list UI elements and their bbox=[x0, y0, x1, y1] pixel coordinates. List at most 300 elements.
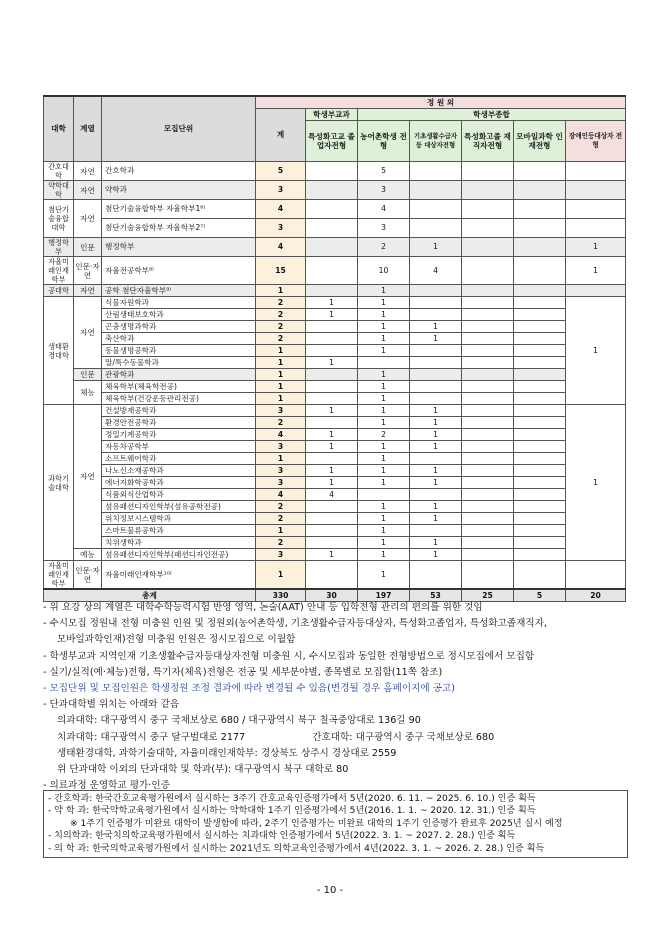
value-cell bbox=[410, 369, 462, 381]
accreditation-line: - 의 학 과: 한국의학교육평가원에서 실시하는 2021년도 의학교육인증평가에서 4년(2022. 3. 1. ~ 2026. 2. 28.) 인증 획득 bbox=[48, 843, 545, 854]
unit-cell: 치위생학과 bbox=[102, 537, 256, 549]
value-cell bbox=[514, 453, 566, 465]
track-cell: 자연 bbox=[74, 181, 102, 200]
header-sub5: 모바일과학 인재전형 bbox=[514, 121, 566, 162]
total-cell: 3 bbox=[256, 477, 306, 489]
totals-value: 25 bbox=[462, 589, 514, 602]
value-cell bbox=[462, 381, 514, 393]
value-cell bbox=[410, 453, 462, 465]
value-cell bbox=[410, 200, 462, 219]
track-cell: 예능 bbox=[74, 549, 102, 561]
value-cell bbox=[514, 200, 566, 219]
table-row bbox=[44, 238, 626, 257]
unit-cell: 동물생명공학과 bbox=[102, 345, 256, 357]
note-line-highlight: - 모집단위 및 모집인원은 학생정원 조정 결과에 따라 변경될 수 있음(변경될 경우 홈페이지에 공고) bbox=[43, 683, 456, 695]
value-cell bbox=[514, 417, 566, 429]
total-cell: 4 bbox=[256, 200, 306, 219]
value-cell: 1 bbox=[306, 297, 358, 309]
table-row bbox=[44, 477, 626, 489]
total-cell: 1 bbox=[256, 285, 306, 297]
value-cell bbox=[514, 561, 566, 590]
unit-cell: 환경안전공학과 bbox=[102, 417, 256, 429]
value-cell bbox=[514, 393, 566, 405]
value-cell bbox=[462, 219, 514, 238]
value-cell: 1 bbox=[358, 441, 410, 453]
location-line: 생태환경대학, 과학기술대학, 자율미래인재학부: 경상북도 상주시 경상대로 2559 bbox=[57, 747, 397, 759]
value-cell bbox=[462, 417, 514, 429]
value-cell: 1 bbox=[306, 441, 358, 453]
value-cell: 1 bbox=[358, 417, 410, 429]
total-cell: 2 bbox=[256, 513, 306, 525]
table-row bbox=[44, 357, 626, 369]
value-cell bbox=[410, 489, 462, 501]
value-cell: 2 bbox=[358, 238, 410, 257]
accreditation-line: - 약 학 과: 한국약학교육평가원에서 실시하는 약학대학 1주기 인증평가에서 5년(2016. 1. 1. ~ 2020. 12. 31.) 인증 획득 bbox=[48, 806, 536, 817]
value-cell: 4 bbox=[410, 257, 462, 285]
totals-label: 총계 bbox=[44, 589, 256, 602]
table-row bbox=[44, 297, 626, 309]
value-cell bbox=[462, 429, 514, 441]
value-cell: 1 bbox=[410, 549, 462, 561]
value-cell bbox=[514, 513, 566, 525]
value-cell bbox=[462, 477, 514, 489]
value-cell bbox=[306, 219, 358, 238]
value-cell bbox=[410, 381, 462, 393]
value-cell: 1 bbox=[410, 501, 462, 513]
total-cell: 2 bbox=[256, 537, 306, 549]
unit-cell: 자율전공학부⁸⁾ bbox=[102, 257, 256, 285]
table-row bbox=[44, 561, 626, 590]
total-cell: 1 bbox=[256, 345, 306, 357]
header-sub4: 특성화고졸 재직자전형 bbox=[462, 121, 514, 162]
total-cell: 2 bbox=[256, 417, 306, 429]
value-cell: 1 bbox=[410, 429, 462, 441]
total-cell: 4 bbox=[256, 238, 306, 257]
total-cell: 2 bbox=[256, 309, 306, 321]
total-cell: 3 bbox=[256, 465, 306, 477]
value-cell bbox=[514, 381, 566, 393]
total-cell: 4 bbox=[256, 489, 306, 501]
total-cell: 1 bbox=[256, 357, 306, 369]
value-cell: 1 bbox=[410, 238, 462, 257]
value-cell: 1 bbox=[306, 549, 358, 561]
table-row bbox=[44, 333, 626, 345]
value-cell: 5 bbox=[358, 162, 410, 181]
value-cell bbox=[306, 561, 358, 590]
track-cell: 인문 bbox=[74, 369, 102, 381]
notes bbox=[43, 600, 633, 794]
value-cell bbox=[306, 393, 358, 405]
value-cell bbox=[462, 333, 514, 345]
value-cell bbox=[462, 181, 514, 200]
value-cell bbox=[410, 393, 462, 405]
value-cell: 2 bbox=[358, 429, 410, 441]
unit-cell: 약학과 bbox=[102, 181, 256, 200]
table-row bbox=[44, 537, 626, 549]
value-cell: 3 bbox=[358, 219, 410, 238]
totals-value: 53 bbox=[410, 589, 462, 602]
value-cell bbox=[566, 285, 626, 297]
value-cell bbox=[462, 321, 514, 333]
college-cell: 간호대학 bbox=[44, 162, 74, 181]
unit-cell: 공학 첨단자율학부⁹⁾ bbox=[102, 285, 256, 297]
value-cell bbox=[410, 297, 462, 309]
value-cell: 1 bbox=[410, 417, 462, 429]
unit-cell: 간호학과 bbox=[102, 162, 256, 181]
value-cell: 1 bbox=[306, 405, 358, 417]
header-school-record: 학생부교과 bbox=[306, 109, 358, 121]
table-row bbox=[44, 489, 626, 501]
total-cell: 2 bbox=[256, 297, 306, 309]
value-cell: 1 bbox=[358, 321, 410, 333]
note-line: - 실기/실적(예·체능)전형, 특기자(체육)전형은 전공 및 세부분야별, 종목별로 모집함(11쪽 참조) bbox=[43, 666, 443, 678]
value-cell bbox=[462, 393, 514, 405]
totals-value: 30 bbox=[306, 589, 358, 602]
value-cell bbox=[462, 465, 514, 477]
value-cell bbox=[462, 525, 514, 537]
value-cell bbox=[462, 405, 514, 417]
table-row bbox=[44, 257, 626, 285]
header-total: 계 bbox=[256, 109, 306, 162]
table-row bbox=[44, 181, 626, 200]
value-cell: 4 bbox=[306, 489, 358, 501]
college-cell: 과학기술대학 bbox=[44, 405, 74, 561]
unit-cell: 첨단기술융합학부 자율학부2⁷⁾ bbox=[102, 219, 256, 238]
value-cell: 1 bbox=[358, 345, 410, 357]
total-cell: 1 bbox=[256, 393, 306, 405]
table-row bbox=[44, 429, 626, 441]
unit-cell: 에너지화학공학과 bbox=[102, 477, 256, 489]
note-line: - 위 요강 상의 계열은 대학수학능력시험 반영 영역, 논술(AAT) 안내 등 입학전형 관리의 편의를 위한 것임 bbox=[43, 602, 483, 613]
unit-cell: 자동차공학부 bbox=[102, 441, 256, 453]
table-row bbox=[44, 465, 626, 477]
value-cell: 1 bbox=[410, 321, 462, 333]
unit-cell: 건설방재공학과 bbox=[102, 405, 256, 417]
value-cell: 1 bbox=[306, 357, 358, 369]
value-cell bbox=[514, 429, 566, 441]
value-cell bbox=[462, 309, 514, 321]
value-cell bbox=[306, 513, 358, 525]
table-row bbox=[44, 200, 626, 219]
value-cell bbox=[410, 525, 462, 537]
table-row bbox=[44, 549, 626, 561]
track-cell: 자연 bbox=[74, 162, 102, 181]
value-cell: 1 bbox=[358, 525, 410, 537]
unit-cell: 섬유패션디자인학부(패션디자인전공) bbox=[102, 549, 256, 561]
totals-value: 5 bbox=[514, 589, 566, 602]
accreditation-line: - 치의학과: 한국치의학교육평가원에서 실시하는 치과대학 인증평가에서 5년(2022. 3. 1. ~ 2027. 2. 28.) 인증 획득 bbox=[48, 831, 516, 842]
value-cell bbox=[306, 285, 358, 297]
total-cell: 1 bbox=[256, 381, 306, 393]
accreditation-line: ※ 1주기 인증평가 미완료 대학이 발생함에 따라, 2주기 인증평가는 미완료 대학의 1주기 인증평가 완료후 2025년 실시 예정 bbox=[70, 818, 563, 829]
total-cell: 1 bbox=[256, 525, 306, 537]
value-cell bbox=[462, 537, 514, 549]
value-cell bbox=[566, 561, 626, 590]
unit-cell: 식물자원학과 bbox=[102, 297, 256, 309]
value-cell bbox=[462, 162, 514, 181]
track-cell: 인문·자연 bbox=[74, 561, 102, 590]
track-cell: 자연 bbox=[74, 200, 102, 238]
unit-cell: 나노신소재공학과 bbox=[102, 465, 256, 477]
table-row bbox=[44, 513, 626, 525]
value-cell bbox=[306, 453, 358, 465]
value-cell bbox=[462, 200, 514, 219]
table-row bbox=[44, 309, 626, 321]
value-cell: 1 bbox=[358, 405, 410, 417]
value-cell bbox=[514, 501, 566, 513]
value-cell: 1 bbox=[566, 257, 626, 285]
value-cell bbox=[462, 257, 514, 285]
unit-cell: 체육학부(건강운동관리전공) bbox=[102, 393, 256, 405]
header-college: 대학 bbox=[44, 96, 74, 162]
value-cell bbox=[306, 181, 358, 200]
note-line: - 의료과정 운영학교 평가·인증 bbox=[43, 780, 170, 792]
value-cell: 1 bbox=[410, 465, 462, 477]
unit-cell: 소프트웨어학과 bbox=[102, 453, 256, 465]
value-cell bbox=[514, 219, 566, 238]
totals-value: 20 bbox=[566, 589, 626, 602]
college-cell: 자율미래인재학부 bbox=[44, 561, 74, 590]
value-cell: 1 bbox=[358, 309, 410, 321]
value-cell bbox=[566, 219, 626, 238]
value-cell bbox=[514, 549, 566, 561]
value-cell: 1 bbox=[358, 393, 410, 405]
value-cell bbox=[462, 238, 514, 257]
total-cell: 3 bbox=[256, 181, 306, 200]
value-cell bbox=[306, 369, 358, 381]
value-cell bbox=[410, 285, 462, 297]
track-cell: 인문 bbox=[74, 238, 102, 257]
note-line: - 수시모집 정원내 전형 미충원 인원 및 정원외(농어촌학생, 기초생활수급자등대상자, 특성화고졸업자, 특성화고졸재직자, bbox=[43, 618, 548, 630]
value-cell bbox=[514, 238, 566, 257]
header-track: 계열 bbox=[74, 96, 102, 162]
value-cell bbox=[462, 501, 514, 513]
value-cell bbox=[410, 345, 462, 357]
value-cell bbox=[306, 417, 358, 429]
value-cell bbox=[514, 181, 566, 200]
unit-cell: 자율미래인재학부¹⁰⁾ bbox=[102, 561, 256, 590]
location-line: 위 단과대학 이외의 단과대학 및 학과(부): 대구광역시 북구 대학로 80 bbox=[57, 764, 349, 776]
total-cell: 1 bbox=[256, 369, 306, 381]
unit-cell: 체육학부(체육학전공) bbox=[102, 381, 256, 393]
table-row bbox=[44, 219, 626, 238]
college-cell: 자율미래인재학부 bbox=[44, 257, 74, 285]
value-cell bbox=[462, 453, 514, 465]
value-cell bbox=[514, 162, 566, 181]
table-row bbox=[44, 501, 626, 513]
track-cell: 자연 bbox=[74, 405, 102, 549]
value-cell bbox=[306, 257, 358, 285]
value-cell: 1 bbox=[358, 297, 410, 309]
value-cell: 3 bbox=[358, 181, 410, 200]
totals-value: 197 bbox=[358, 589, 410, 602]
total-cell: 1 bbox=[256, 453, 306, 465]
value-cell bbox=[514, 297, 566, 309]
value-cell bbox=[566, 162, 626, 181]
value-cell: 1 bbox=[410, 441, 462, 453]
value-cell: 1 bbox=[410, 405, 462, 417]
location-line: 치과대학: 대구광역시 중구 달구벌대로 2177 간호대학: 대구광역시 중구 국채보상로 680 bbox=[57, 731, 495, 743]
table-row bbox=[44, 369, 626, 381]
value-cell bbox=[358, 357, 410, 369]
table-row bbox=[44, 393, 626, 405]
note-line: - 학생부교과 지역인재 기초생활수급자등대상자전형 미충원 시, 수시모집과 동일한 전형방법으로 정시모집에서 모집함 bbox=[43, 650, 535, 662]
note-line: 모바일과학인재)전형 미충원 인원은 정시모집으로 이월함 bbox=[57, 634, 296, 646]
value-cell bbox=[514, 537, 566, 549]
note-line: - 단과대학별 위치는 아래와 같음 bbox=[43, 699, 180, 711]
table-row bbox=[44, 321, 626, 333]
value-cell bbox=[514, 525, 566, 537]
value-cell bbox=[410, 162, 462, 181]
value-cell: 1 bbox=[358, 453, 410, 465]
value-cell: 1 bbox=[566, 238, 626, 257]
total-cell: 3 bbox=[256, 441, 306, 453]
unit-cell: 행정학부 bbox=[102, 238, 256, 257]
unit-cell: 관광학과 bbox=[102, 369, 256, 381]
value-cell: 1 bbox=[358, 333, 410, 345]
table-row bbox=[44, 453, 626, 465]
value-cell: 1 bbox=[358, 477, 410, 489]
admission-table bbox=[43, 95, 626, 602]
total-cell: 15 bbox=[256, 257, 306, 285]
college-cell: 약학대학 bbox=[44, 181, 74, 200]
college-cell: 첨단기술융합대학 bbox=[44, 200, 74, 238]
value-cell bbox=[306, 321, 358, 333]
value-cell bbox=[462, 357, 514, 369]
value-cell: 1 bbox=[566, 297, 626, 405]
unit-cell: 첨단기술융합학부 자율학부1⁶⁾ bbox=[102, 200, 256, 219]
value-cell bbox=[462, 513, 514, 525]
header-outside-quota: 정 원 외 bbox=[256, 96, 626, 109]
value-cell bbox=[306, 381, 358, 393]
total-cell: 2 bbox=[256, 321, 306, 333]
value-cell bbox=[514, 489, 566, 501]
value-cell bbox=[306, 345, 358, 357]
value-cell: 1 bbox=[358, 501, 410, 513]
total-cell: 1 bbox=[256, 561, 306, 590]
value-cell bbox=[306, 501, 358, 513]
track-cell: 자연 bbox=[74, 297, 102, 369]
value-cell bbox=[462, 549, 514, 561]
table-row bbox=[44, 417, 626, 429]
value-cell bbox=[514, 309, 566, 321]
value-cell bbox=[306, 333, 358, 345]
unit-cell: 곤충생명과학과 bbox=[102, 321, 256, 333]
unit-cell: 산림생태보호학과 bbox=[102, 309, 256, 321]
value-cell: 1 bbox=[358, 513, 410, 525]
value-cell: 1 bbox=[410, 513, 462, 525]
value-cell bbox=[306, 525, 358, 537]
value-cell: 1 bbox=[358, 369, 410, 381]
value-cell: 1 bbox=[358, 465, 410, 477]
value-cell bbox=[514, 465, 566, 477]
value-cell bbox=[462, 561, 514, 590]
unit-cell: 스마트물류공학과 bbox=[102, 525, 256, 537]
value-cell bbox=[514, 321, 566, 333]
value-cell bbox=[462, 297, 514, 309]
value-cell bbox=[514, 369, 566, 381]
table-row bbox=[44, 525, 626, 537]
value-cell bbox=[514, 345, 566, 357]
value-cell bbox=[462, 441, 514, 453]
value-cell bbox=[410, 357, 462, 369]
value-cell bbox=[514, 477, 566, 489]
college-cell: 행정학부 bbox=[44, 238, 74, 257]
value-cell: 1 bbox=[306, 477, 358, 489]
value-cell: 1 bbox=[410, 333, 462, 345]
track-cell: 인문·자연 bbox=[74, 257, 102, 285]
total-cell: 3 bbox=[256, 549, 306, 561]
value-cell bbox=[462, 345, 514, 357]
accreditation-box bbox=[43, 790, 628, 858]
value-cell bbox=[514, 357, 566, 369]
table-row bbox=[44, 381, 626, 393]
total-cell: 2 bbox=[256, 501, 306, 513]
value-cell bbox=[358, 489, 410, 501]
value-cell bbox=[410, 561, 462, 590]
value-cell: 1 bbox=[306, 429, 358, 441]
value-cell bbox=[306, 200, 358, 219]
value-cell: 1 bbox=[358, 561, 410, 590]
total-cell: 3 bbox=[256, 405, 306, 417]
value-cell bbox=[514, 441, 566, 453]
unit-cell: 말/특수동물학과 bbox=[102, 357, 256, 369]
value-cell bbox=[566, 181, 626, 200]
value-cell bbox=[410, 309, 462, 321]
totals-value: 330 bbox=[256, 589, 306, 602]
unit-cell: 위치정보시스템학과 bbox=[102, 513, 256, 525]
value-cell bbox=[566, 200, 626, 219]
header-unit: 모집단위 bbox=[102, 96, 256, 162]
total-cell: 2 bbox=[256, 333, 306, 345]
value-cell bbox=[410, 181, 462, 200]
header-sub1: 특성화고교 졸업자전형 bbox=[306, 121, 358, 162]
track-cell: 체능 bbox=[74, 381, 102, 405]
table-row bbox=[44, 162, 626, 181]
unit-cell: 식품외식산업학과 bbox=[102, 489, 256, 501]
value-cell bbox=[462, 489, 514, 501]
unit-cell: 축산학과 bbox=[102, 333, 256, 345]
total-cell: 3 bbox=[256, 219, 306, 238]
value-cell bbox=[462, 369, 514, 381]
value-cell: 1 bbox=[358, 549, 410, 561]
value-cell: 10 bbox=[358, 257, 410, 285]
table-row bbox=[44, 345, 626, 357]
table-row bbox=[44, 441, 626, 453]
value-cell: 1 bbox=[306, 465, 358, 477]
value-cell: 1 bbox=[566, 405, 626, 561]
value-cell bbox=[514, 333, 566, 345]
college-cell: 공대학 bbox=[44, 285, 74, 297]
accreditation-line: - 간호학과: 한국간호교육평가원에서 실시하는 3주기 간호교육인증평가에서 5년(2020. 6. 11. ~ 2025. 6. 10.) 인증 획득 bbox=[48, 794, 536, 804]
value-cell: 1 bbox=[410, 537, 462, 549]
unit-cell: 정밀기계공학과 bbox=[102, 429, 256, 441]
table-row bbox=[44, 285, 626, 297]
value-cell: 1 bbox=[358, 381, 410, 393]
total-cell: 4 bbox=[256, 429, 306, 441]
location-line: 의과대학: 대구광역시 중구 국채보상로 680 / 대구광역시 북구 칠곡중앙대로 136길 90 bbox=[57, 715, 421, 727]
header-sub6: 장애인등대상자 전형 bbox=[566, 121, 626, 162]
header-sub3: 기초생활수급자등 대상자전형 bbox=[410, 121, 462, 162]
track-cell: 자연 bbox=[74, 285, 102, 297]
unit-cell: 섬유패션디자인학부(섬유공학전공) bbox=[102, 501, 256, 513]
value-cell bbox=[306, 162, 358, 181]
table-row bbox=[44, 405, 626, 417]
value-cell: 1 bbox=[410, 477, 462, 489]
value-cell: 1 bbox=[358, 537, 410, 549]
value-cell: 1 bbox=[358, 285, 410, 297]
page-number: - 10 - bbox=[316, 885, 344, 896]
